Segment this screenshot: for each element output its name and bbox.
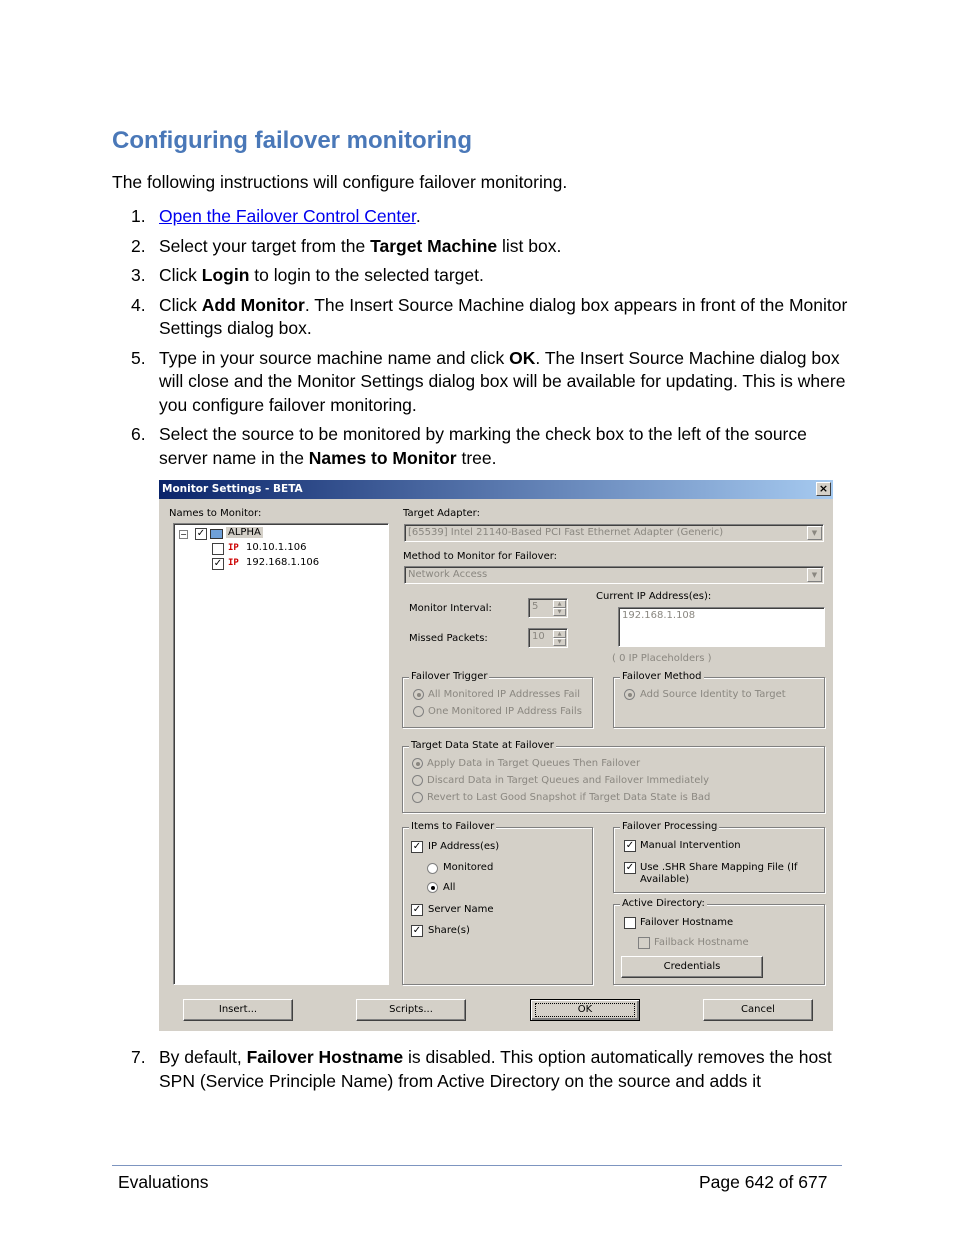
- radio-label: Add Source Identity to Target: [640, 689, 786, 700]
- footer-divider: [112, 1165, 842, 1166]
- all-ip-fail-radio[interactable]: [413, 689, 424, 700]
- checkbox-label: Share(s): [428, 925, 470, 936]
- checkbox-label: Server Name: [428, 904, 494, 915]
- failover-trigger-group: [402, 671, 593, 728]
- revert-snapshot-radio[interactable]: [412, 792, 423, 803]
- group-title: Failover Processing: [622, 821, 718, 832]
- method-label: Method to Monitor for Failover:: [403, 551, 558, 562]
- step-text: tree.: [456, 447, 497, 468]
- one-ip-fail-radio[interactable]: [413, 706, 424, 717]
- intro-paragraph: The following instructions will configure failover monitoring.: [112, 172, 568, 192]
- list-item: [112, 423, 852, 470]
- step-number: 3.: [131, 265, 146, 285]
- current-ip-value: 192.168.1.108: [622, 610, 696, 621]
- shares-checkbox[interactable]: ✓: [412, 925, 422, 936]
- method-value: Network Access: [408, 569, 488, 580]
- step-number: 2.: [131, 235, 146, 256]
- step-text: Select the source to be monitored by marking the check box to the left of the source server name in the: [159, 424, 807, 468]
- step-text: to login to the selected target.: [249, 265, 484, 285]
- ip-placeholders-label: ( 0 IP Placeholders ): [612, 653, 712, 664]
- ip-192-168-1-106-checkbox[interactable]: ✓: [213, 558, 223, 569]
- spin-down-icon[interactable]: ▼: [553, 638, 566, 646]
- step-text: Select your target from the: [159, 235, 371, 256]
- use-shr-checkbox[interactable]: ✓: [625, 862, 635, 873]
- radio-label: One Monitored IP Address Fails: [428, 706, 582, 717]
- failover-method-group: [613, 671, 825, 728]
- add-source-identity-radio[interactable]: [624, 689, 635, 700]
- steps-list: [112, 205, 852, 476]
- step-bold: Names to Monitor: [308, 447, 457, 468]
- list-item: [112, 294, 852, 341]
- spin-up-icon[interactable]: ▲: [553, 630, 566, 638]
- page-title: Configuring failover monitoring: [112, 127, 472, 154]
- list-item: [112, 205, 852, 229]
- alpha-checkbox[interactable]: ✓: [196, 528, 206, 539]
- active-directory-group: [613, 898, 825, 985]
- ip-icon: IP: [228, 543, 239, 553]
- group-title: Failover Trigger: [411, 671, 488, 682]
- group-title: Items to Failover: [411, 821, 495, 832]
- checkbox-label: Use .SHR Share Mapping File (If Available): [640, 862, 798, 885]
- radio-label: Monitored: [443, 862, 494, 873]
- monitor-interval-label: Monitor Interval:: [409, 603, 492, 614]
- group-title: Failover Method: [622, 671, 702, 682]
- list-item: [112, 347, 852, 418]
- open-failover-control-center-link[interactable]: Open the Failover Control Center: [159, 206, 416, 226]
- step-text: Type in your source machine name and click: [159, 347, 510, 368]
- radio-label: Discard Data in Target Queues and Failover Immediately: [427, 775, 710, 786]
- radio-label: All Monitored IP Addresses Fail: [428, 689, 581, 700]
- missed-packets-label: Missed Packets:: [409, 633, 488, 644]
- items-to-failover-group: [402, 821, 593, 985]
- spin-down-icon[interactable]: ▼: [553, 608, 566, 616]
- apply-data-radio[interactable]: [412, 758, 423, 769]
- step-text: list box.: [497, 235, 562, 256]
- target-adapter-label: Target Adapter:: [403, 508, 480, 519]
- step-text: .: [415, 206, 421, 226]
- spin-up-icon[interactable]: ▲: [553, 600, 566, 608]
- computer-icon: [210, 529, 223, 539]
- step-7: [112, 1046, 852, 1099]
- step-text: . The Insert Source Machine dialog box appears in front of the Monitor Settings dialog box.: [159, 294, 848, 338]
- chevron-down-icon[interactable]: ▼: [807, 526, 822, 540]
- close-icon[interactable]: ×: [816, 482, 831, 496]
- group-title: Target Data State at Failover: [411, 740, 554, 751]
- dialog-title: Monitor Settings - BETA: [162, 483, 303, 495]
- ip-10-10-1-106-checkbox[interactable]: [212, 543, 224, 555]
- monitor-settings-dialog: [159, 480, 833, 1031]
- missed-packets-stepper[interactable]: [528, 628, 568, 648]
- footer-section-name: Evaluations: [118, 1172, 209, 1192]
- manual-intervention-checkbox[interactable]: ✓: [625, 840, 635, 851]
- target-adapter-select[interactable]: [404, 524, 824, 542]
- step-bold: Target Machine: [370, 235, 498, 256]
- step-bold: Failover Hostname: [246, 1047, 404, 1067]
- monitored-radio[interactable]: [427, 863, 438, 874]
- ok-label: OK: [577, 1004, 593, 1015]
- step-number: 4.: [131, 294, 146, 315]
- scripts-button[interactable]: Scripts...: [356, 999, 466, 1021]
- radio-label: All: [443, 882, 456, 893]
- step-bold: Login: [201, 265, 250, 285]
- tree-item-ip[interactable]: 10.10.1.106: [246, 542, 307, 553]
- step-bold: OK: [509, 347, 536, 368]
- target-adapter-value: [65539] Intel 21140-Based PCI Fast Ethernet Adapter (Generic): [408, 527, 724, 538]
- current-ip-list[interactable]: [618, 607, 825, 647]
- insert-button[interactable]: Insert...: [183, 999, 293, 1021]
- step-text: By default,: [159, 1047, 247, 1067]
- list-item: [112, 264, 852, 288]
- missed-packets-value: 10: [532, 631, 545, 642]
- monitor-interval-stepper[interactable]: [528, 598, 568, 618]
- credentials-button[interactable]: Credentials: [621, 956, 763, 978]
- step-text: . The Insert Source Machine dialog box will close and the Monitor Settings dialog box will be available for updating. This is where you configure failover monitoring.: [159, 347, 846, 415]
- step-text: Click: [159, 294, 202, 315]
- tree-item-ip[interactable]: 192.168.1.106: [246, 557, 320, 568]
- step-text: Click: [159, 265, 202, 285]
- step-text: is disabled. This option automatically removes the host SPN (Service Principle Name) from Active Directory on the source and adds it: [159, 1047, 832, 1091]
- radio-label: Apply Data in Target Queues Then Failover: [427, 758, 641, 769]
- step-number: 6.: [131, 424, 146, 444]
- list-item: [112, 1046, 852, 1093]
- all-radio[interactable]: [427, 882, 438, 893]
- names-to-monitor-tree[interactable]: [173, 523, 389, 985]
- step-number: 1.: [131, 206, 146, 226]
- chevron-down-icon[interactable]: ▼: [807, 568, 822, 582]
- names-to-monitor-label: Names to Monitor:: [169, 508, 262, 519]
- current-ip-label: Current IP Address(es):: [596, 591, 712, 602]
- group-title: Active Directory:: [622, 898, 705, 909]
- checkbox-label: Failover Hostname: [640, 917, 734, 928]
- footer-page-number: Page 642 of 677: [699, 1172, 828, 1192]
- failover-hostname-checkbox[interactable]: [624, 917, 636, 929]
- monitor-interval-value: 5: [532, 601, 539, 612]
- step-bold: Add Monitor: [201, 294, 305, 315]
- ip-addresses-checkbox[interactable]: ✓: [412, 841, 422, 852]
- checkbox-label: Failback Hostname: [654, 937, 749, 948]
- dialog-titlebar: [159, 480, 833, 499]
- cancel-button[interactable]: Cancel: [703, 999, 813, 1021]
- checkbox-label: IP Address(es): [428, 841, 500, 852]
- server-name-checkbox[interactable]: ✓: [412, 904, 422, 915]
- failback-hostname-checkbox[interactable]: [638, 937, 650, 949]
- radio-label: Revert to Last Good Snapshot if Target Data State is Bad: [427, 792, 711, 803]
- target-data-state-group: [402, 740, 825, 813]
- method-select[interactable]: [404, 566, 824, 584]
- checkbox-label: Manual Intervention: [640, 840, 741, 851]
- list-item: [112, 235, 852, 259]
- discard-data-radio[interactable]: [412, 775, 423, 786]
- tree-item-alpha[interactable]: ALPHA: [228, 527, 261, 538]
- ok-button[interactable]: [530, 999, 640, 1021]
- ip-icon: IP: [228, 558, 239, 568]
- step-number: 5.: [131, 347, 146, 368]
- failover-processing-group: [613, 821, 825, 893]
- tree-collapse-icon[interactable]: −: [180, 530, 187, 539]
- step-number: 7.: [131, 1047, 146, 1067]
